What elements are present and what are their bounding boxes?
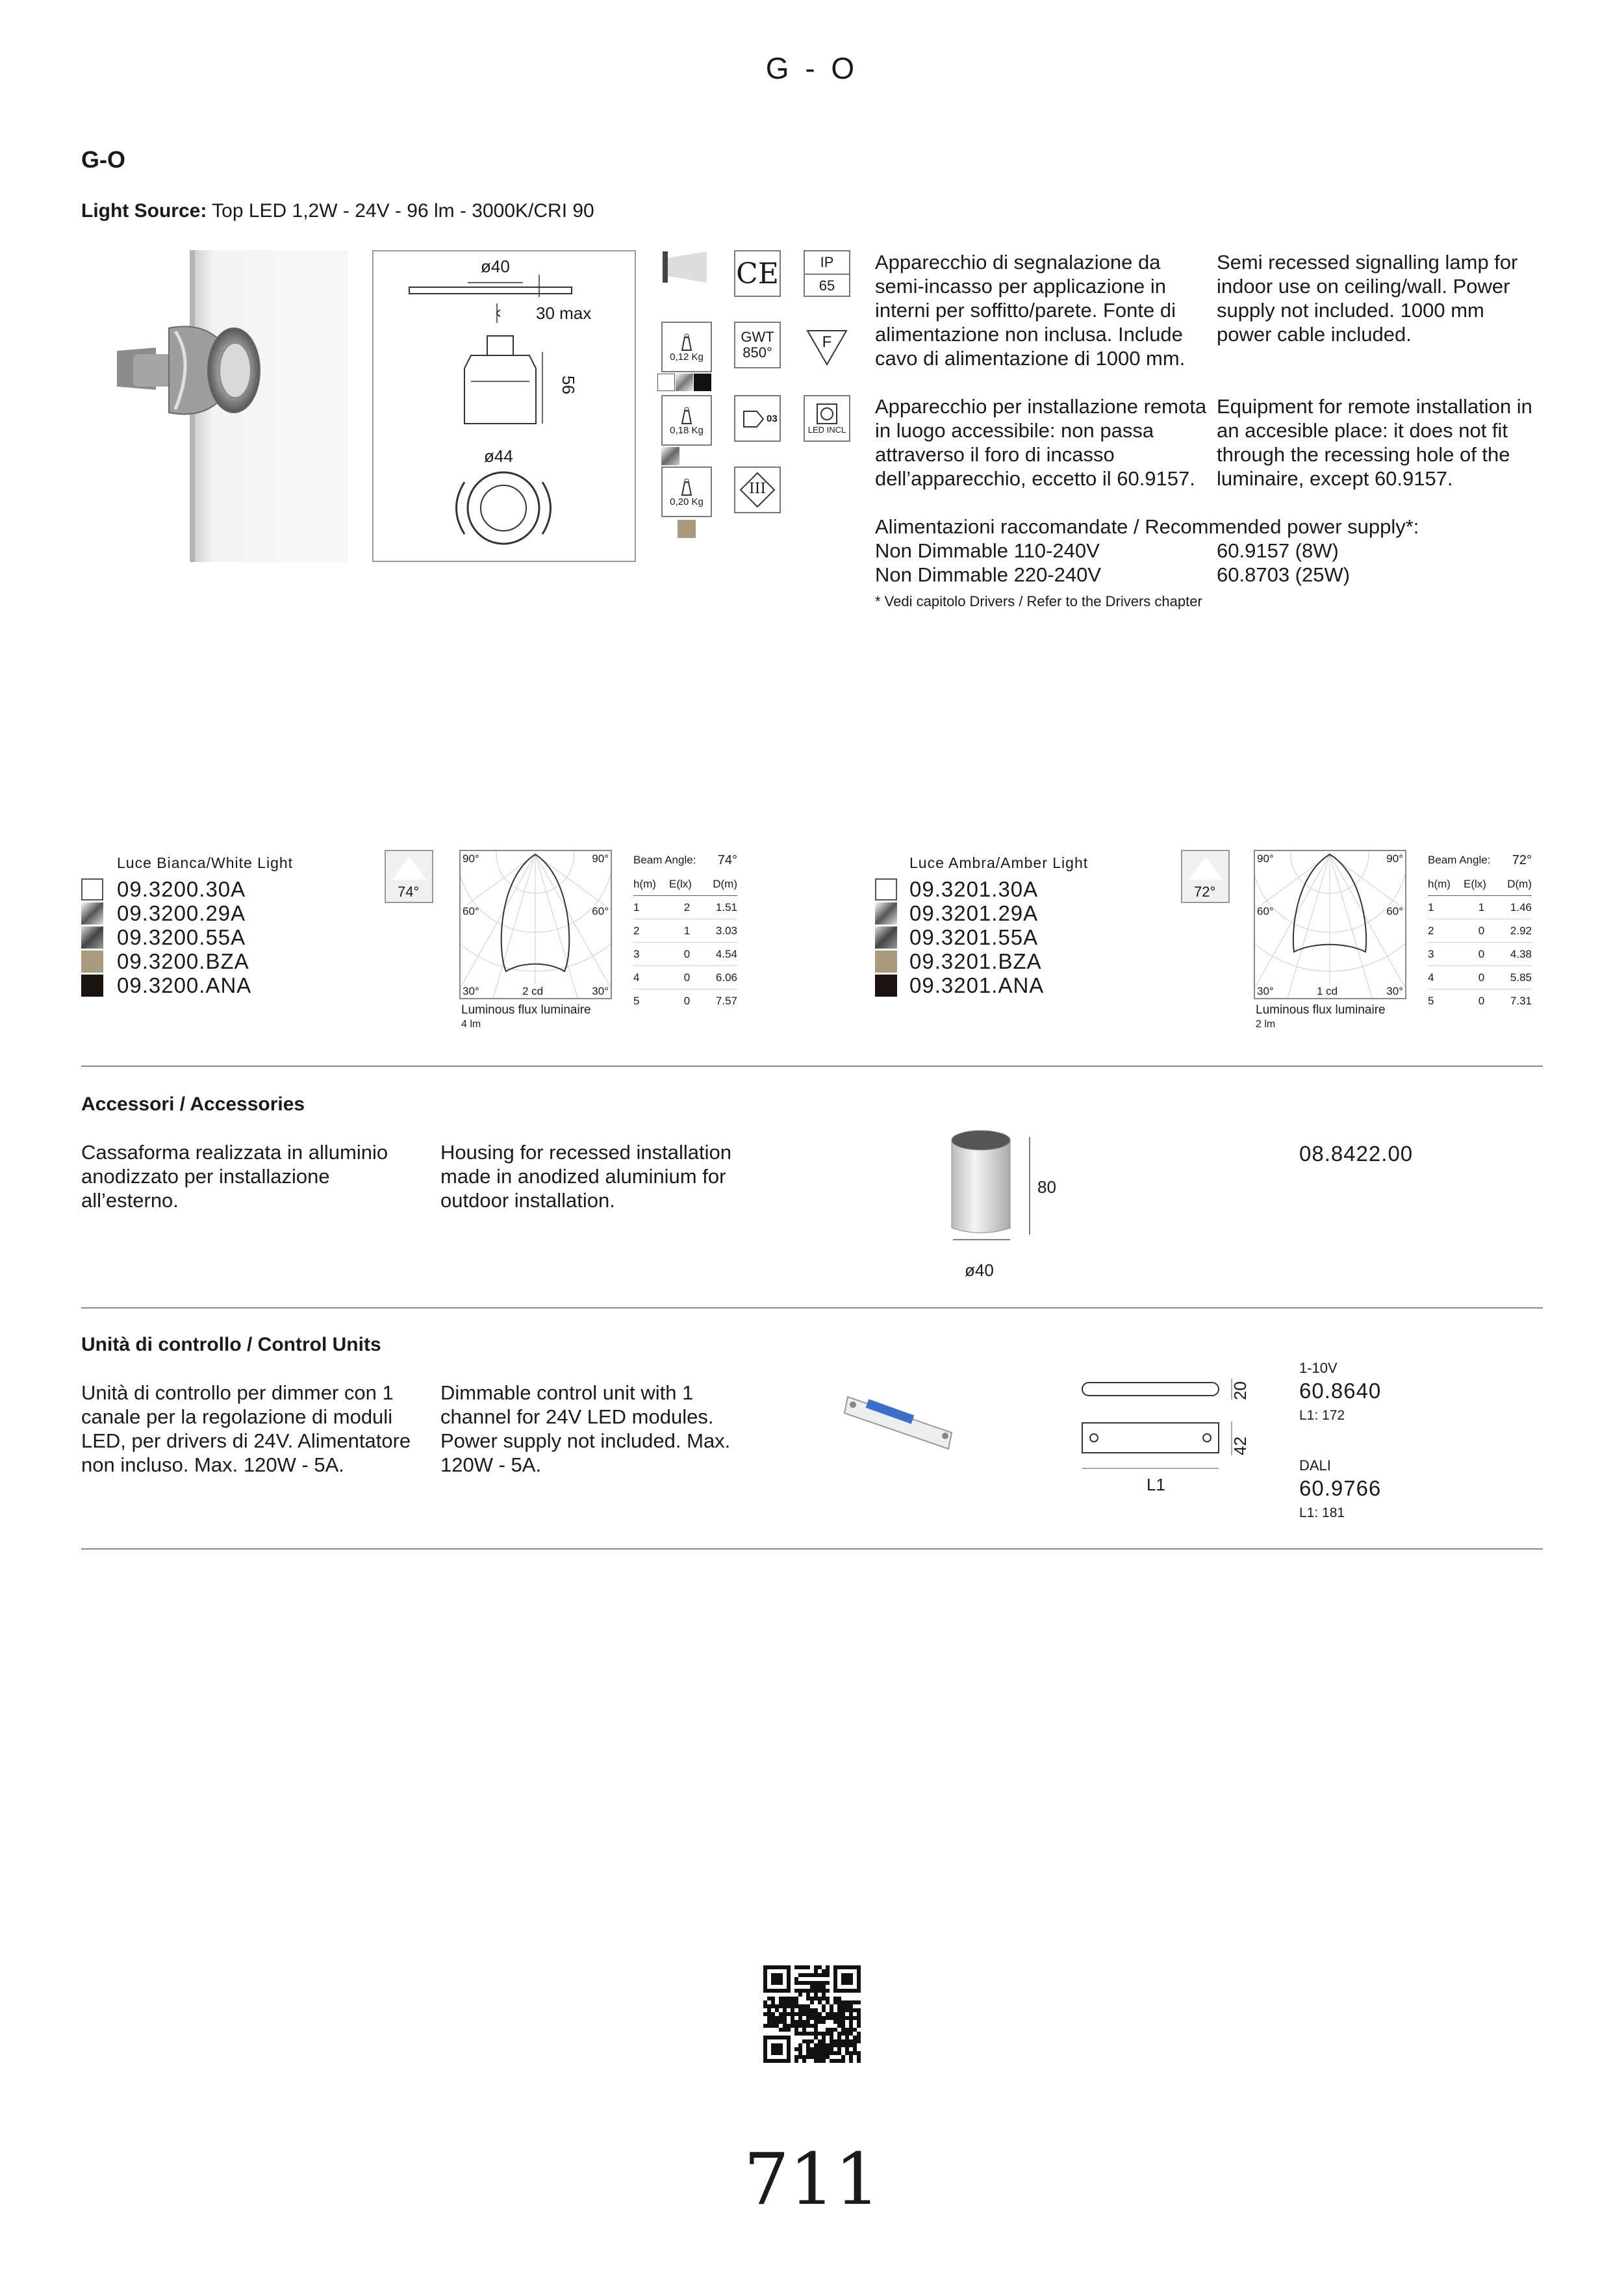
variant-amber-code-1: 09.3201.30A (909, 877, 1039, 901)
finish-swatch-black (694, 374, 711, 391)
class-iii-icon: III (734, 466, 781, 513)
flux-label-amber: Luminous flux luminaire (1256, 1003, 1386, 1017)
variant-amber-code-4: 09.3201.BZA (909, 949, 1042, 973)
accessories-it: Cassaforma realizzata in alluminio anodizzato per installazione all’esterno. (81, 1141, 388, 1212)
energy-class-icon: 03 (734, 395, 781, 442)
power-row-1-value: 60.9157 (8W) (1217, 539, 1339, 562)
control-dim-l1: L1 (1147, 1475, 1165, 1494)
swatch-black-amber (875, 975, 897, 997)
weight-icon-2: 0,18 Kg (661, 395, 712, 446)
flux-value-white: 4 lm (461, 1019, 481, 1030)
description-en-2: Equipment for remote installation in an accesible place: it does not fit through the recessing hole of the luminaire, except 60.9157. (1217, 395, 1532, 490)
control-units-title: Unità di controllo / Control Units (81, 1334, 381, 1355)
control-item-1-type: 1-10V (1299, 1360, 1338, 1376)
power-footnote: * Vedi capitolo Drivers / Refer to the Drivers chapter (875, 593, 1202, 609)
power-row-2-label: Non Dimmable 220-240V (875, 563, 1102, 586)
variant-amber-code-3: 09.3201.55A (909, 925, 1039, 949)
power-row-2-value: 60.8703 (25W) (1217, 563, 1351, 586)
polar-diagram-white: 90° 90° 60° 60° 30° 30° 2 cd (459, 850, 612, 999)
divider-2 (81, 1307, 1543, 1309)
control-item-1-code: 60.8640 (1299, 1379, 1382, 1403)
weight-icon-3: 0,20 Kg (661, 466, 712, 517)
description-it-2: Apparecchio per installazione remota in luogo accessibile: non passa attraverso il foro di incasso dell’apparecchio, eccetto il 60.9157. (875, 395, 1207, 490)
flux-label-white: Luminous flux luminaire (461, 1003, 591, 1017)
qr-code[interactable] (763, 1965, 861, 2063)
control-item-2-type: DALI (1299, 1457, 1331, 1474)
polar-diagram-amber: 90° 90° 60° 60° 30° 30° 1 cd (1254, 850, 1406, 999)
ip-rating-icon: IP 65 (804, 250, 850, 297)
swatch-graphite-amber (875, 926, 897, 949)
swatch-white (81, 878, 103, 901)
power-row-1-label: Non Dimmable 110-240V (875, 539, 1100, 562)
control-units-it: Unità di controllo per dimmer con 1 canale per la regolazione di moduli LED, per drivers di 24V. Alimentatore non incluso. Max. 120W - 5A. (81, 1381, 411, 1476)
description-en-1: Semi recessed signalling lamp for indoor use on ceiling/wall. Power supply not included. 1000 mm power cable included. (1217, 251, 1518, 346)
illuminance-table-amber: Beam Angle: 72° h(m) E(lx) D(m) 1 1 1.46 2 0 2.92 3 0 4.38 4 0 5.85 5 0 7.31 (1428, 852, 1532, 1007)
description-it-1: Apparecchio di segnalazione da semi-incasso per applicazione in interni per soffitto/parete. Fonte di alimentazione non inclusa. Include cavo di alimentazione di 1000 mm. (875, 251, 1186, 370)
control-unit-drawing (1078, 1371, 1254, 1501)
led-included-icon: LED INCL (804, 395, 850, 442)
light-source-label: Light Source: (81, 200, 207, 222)
beam-angle-icon-amber: 72° (1181, 850, 1230, 903)
beam-angle-icon-white: 74° (385, 850, 433, 903)
swatch-black (81, 975, 103, 997)
light-source-value: Top LED 1,2W - 24V - 96 lm - 3000K/CRI 90 (212, 200, 594, 222)
swatch-bronze (81, 951, 103, 973)
control-item-2-length: L1: 181 (1299, 1505, 1345, 1520)
dim-bottom-diameter: ø44 (484, 446, 513, 466)
finish-swatch-gradient (661, 447, 679, 465)
technical-drawing (372, 250, 636, 562)
finish-swatch-bronze (678, 520, 696, 538)
gwt-icon: GWT 850° (734, 322, 781, 368)
variant-white-code-2: 09.3200.29A (117, 901, 246, 925)
dim-top-diameter: ø40 (481, 257, 510, 276)
housing-dim-height: 80 (1037, 1177, 1056, 1197)
accessory-code: 08.8422.00 (1299, 1142, 1414, 1166)
swatch-chrome (81, 902, 103, 925)
product-title: G-O (81, 146, 125, 173)
f-mark-icon: F (804, 322, 850, 368)
dim-height: 56 (558, 376, 578, 394)
variant-white-code-3: 09.3200.55A (117, 925, 246, 949)
control-item-2-code: 60.9766 (1299, 1476, 1382, 1500)
accessories-en: Housing for recessed installation made in anodized aluminium for outdoor installation. (440, 1141, 732, 1212)
variant-white-code-4: 09.3200.BZA (117, 949, 249, 973)
dim-max-depth: 30 max (536, 303, 592, 323)
page-number: 711 (744, 2138, 880, 2221)
divider-3 (81, 1548, 1543, 1550)
control-dim-20: 20 (1230, 1381, 1250, 1400)
product-photo (104, 250, 348, 562)
variant-white-code-1: 09.3200.30A (117, 877, 246, 901)
swatch-white-amber (875, 878, 897, 901)
beam-icon (661, 248, 710, 286)
variant-amber-title: Luce Ambra/Amber Light (909, 854, 1089, 871)
illuminance-table-white: Beam Angle: 74° h(m) E(lx) D(m) 1 2 1.51 2 1 3.03 3 0 4.54 4 0 6.06 5 0 7.57 (633, 852, 737, 1007)
swatch-bronze-amber (875, 951, 897, 973)
variant-white-title: Luce Bianca/White Light (117, 854, 294, 871)
variant-amber-code-5: 09.3201.ANA (909, 973, 1045, 997)
variant-amber-code-2: 09.3201.29A (909, 901, 1039, 925)
control-item-1-length: L1: 172 (1299, 1408, 1345, 1423)
control-dim-42: 42 (1230, 1437, 1250, 1455)
control-units-en: Dimmable control unit with 1 channel for 24V LED modules. Power supply not included. Max. 120W - 5A. (440, 1381, 731, 1476)
housing-dim-diameter: ø40 (965, 1260, 994, 1280)
power-supply-title: Alimentazioni raccomandate / Recommended power supply*: (875, 515, 1419, 538)
page-header-title: G - O (765, 51, 859, 85)
flux-value-amber: 2 lm (1256, 1019, 1276, 1030)
ce-mark-icon: CE (734, 250, 781, 297)
finish-swatch-chrome (676, 374, 693, 391)
variant-white-code-5: 09.3200.ANA (117, 973, 252, 997)
housing-image (945, 1124, 1049, 1241)
swatch-graphite (81, 926, 103, 949)
accessories-title: Accessori / Accessories (81, 1093, 305, 1115)
swatch-chrome-amber (875, 902, 897, 925)
finish-swatch-white (657, 374, 675, 391)
divider-1 (81, 1066, 1543, 1067)
light-source-line (81, 200, 594, 222)
control-unit-image (841, 1384, 965, 1462)
weight-icon-1: 0,12 Kg (661, 322, 712, 372)
